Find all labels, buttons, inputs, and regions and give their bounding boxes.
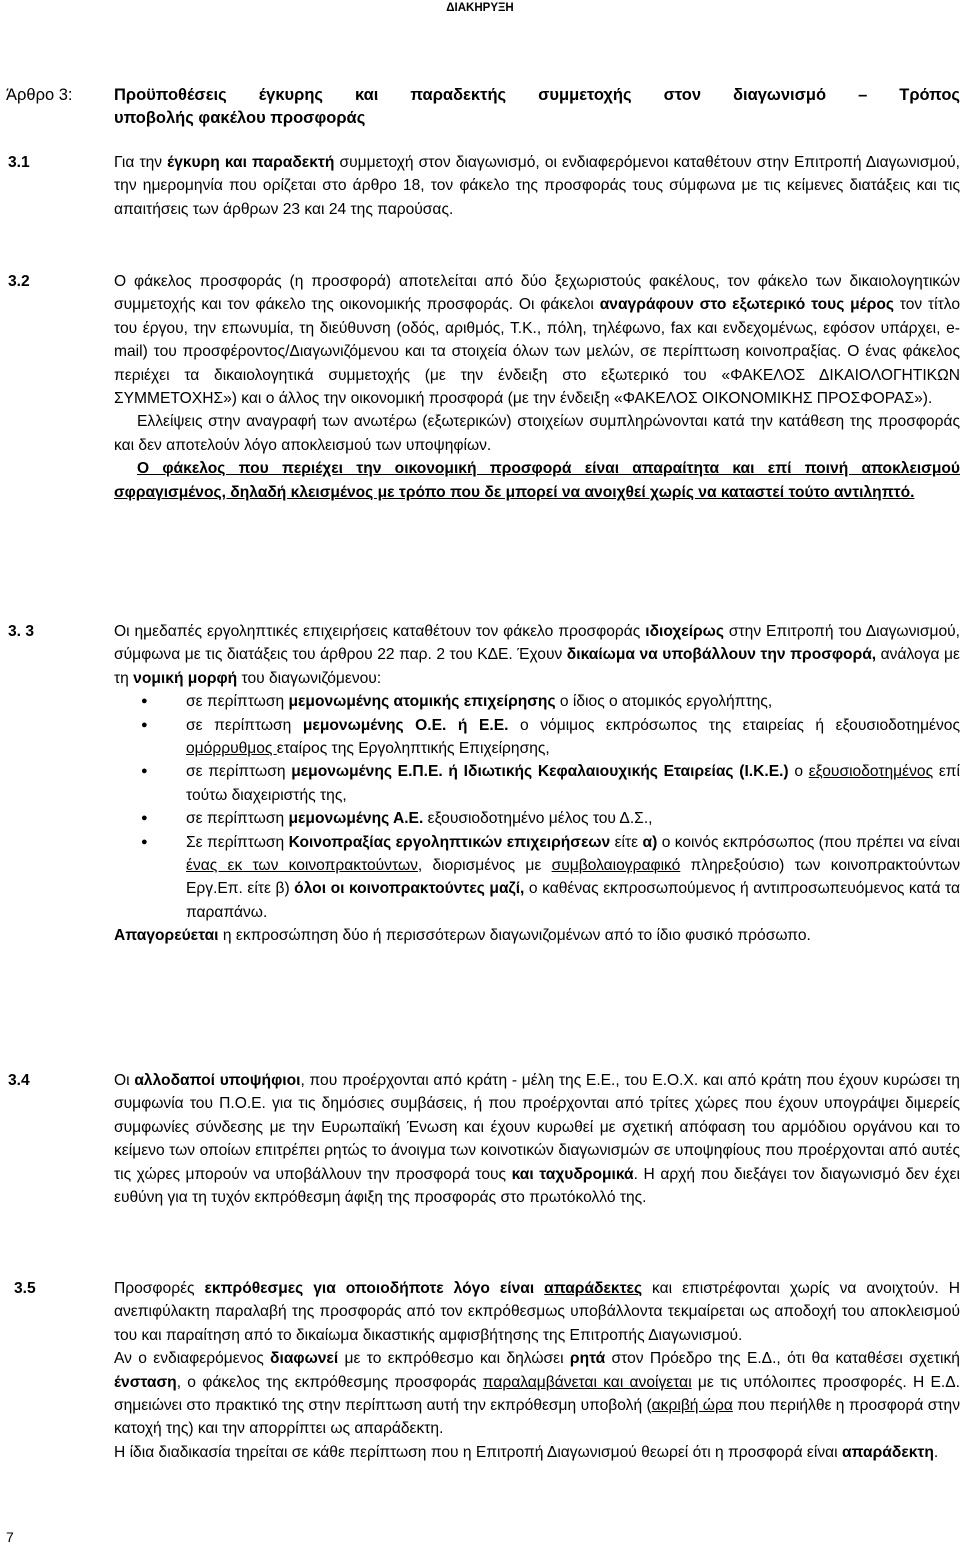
text: ο κοινός εκπρόσωπος (που πρέπει να είναι bbox=[657, 833, 960, 851]
text: Προσφορές bbox=[114, 1280, 205, 1297]
bold-text: απαράδεκτη bbox=[841, 1443, 934, 1461]
text: . bbox=[933, 1443, 939, 1461]
paragraph bbox=[114, 151, 960, 221]
list-item bbox=[186, 714, 960, 761]
bold-text: και ταχυδρομικά bbox=[511, 1165, 634, 1183]
text: , που προέρχονται από κράτη - μέλη της Ε.Ε., του Ε.Ο.Χ. και από κράτη που έχουν κυρώσει τη συμφωνία του Π.Ο.Ε. για τις δημόσιες συμβάσεις, ή που προέρχονται από τρίτες χώρες που έχουν υπογράψει διμερείς συμφωνίες σύνδεσης με την Ευρωπαϊκή Ένωση και έχουν κυρωθεί με σχετική απόφαση του αρμόδιου οργάνου και το κείμενο των οποίων επιτρέπει ρητώς το άνοιγμα των κοινοτικών διαγωνισμών σε υποψηφίους που προέρχονται από αυτές τις χώρες μπορούν να υποβάλλουν την προσφορά τους bbox=[114, 1072, 960, 1183]
bold-text: έγκυρη και παραδεκτή bbox=[167, 154, 335, 171]
text: πληρεξούσιο) των κοινοπρακτούντων Εργ.Επ. είτε β) bbox=[186, 857, 960, 898]
section-body bbox=[114, 151, 960, 221]
paragraph bbox=[114, 1441, 960, 1464]
bold-text: αλλοδαποί υποψήφιοι bbox=[134, 1072, 301, 1089]
text: Οι ημεδαπές εργοληπτικές επιχειρήσεις καταθέτουν τον φάκελο προσφοράς bbox=[114, 623, 646, 640]
bold-text: όλοι οι κοινοπρακτούντες μαζί, bbox=[294, 880, 525, 898]
text: , διορισμένος με bbox=[417, 857, 552, 875]
emphasis-paragraph: Ο φάκελος που περιέχει την οικονομική προσφορά είναι απαραίτητα και επί ποινή αποκλεισμού σφραγισμένος, δηλαδή κλεισμένος με τρόπο που δε μπορεί να ανοιχθεί χωρίς να καταστεί τούτο αντιληπτό. bbox=[114, 460, 960, 501]
text: Για την bbox=[114, 154, 168, 171]
text: με το εκπρόθεσμο και δηλώσει bbox=[338, 1350, 570, 1368]
text: ο καθένας εκπροσωπούμενος ή αντιπροσωπευόμενος κατά τα παραπάνω. bbox=[186, 880, 960, 921]
section-body bbox=[114, 1277, 960, 1464]
text: σε περίπτωση bbox=[186, 716, 303, 734]
list-item bbox=[186, 690, 960, 713]
bold-text: νομική μορφή bbox=[133, 669, 238, 687]
bold-text: ένσταση bbox=[114, 1373, 177, 1391]
text: ο νόμιμος εκπρόσωπος της εταιρείας ή εξουσιοδοτημένος bbox=[508, 716, 960, 734]
list-item bbox=[186, 760, 960, 807]
section-body bbox=[114, 620, 960, 948]
article-title-line2: υποβολής φακέλου προσφοράς bbox=[114, 109, 366, 127]
section-body bbox=[114, 1069, 960, 1209]
section-number: 3.4 bbox=[8, 1072, 30, 1089]
section-body bbox=[114, 270, 960, 504]
text: σε περίπτωση bbox=[186, 763, 292, 781]
document-header: ΔΙΑΚΗΡΥΞΗ bbox=[446, 2, 514, 14]
bold-text: ρητά bbox=[569, 1350, 606, 1368]
article-label: Άρθρο 3: bbox=[6, 86, 73, 104]
text: με τις υπόλοιπες προσφορές. Η Ε.Δ. σημειώνει στο πρακτικό της στην περίπτωση αυτή την εκπρόθεσμη υποβολή ( bbox=[114, 1373, 960, 1415]
underlined-text: παραλαμβάνεται και ανοίγεται bbox=[482, 1373, 692, 1391]
text: τον τίτλο του έργου, την επωνυμία, τη διεύθυνση (οδός, αριθμός, Τ.Κ., πόλη, τηλέφωνο, fax και ενδεχομένως, εφόσον υπάρχει, e-mail) του προσφέροντος/Διαγωνιζόμενου και τα στοιχεία όλων των μελών, σε περίπτωση κοινοπραξίας. Ο ένας φάκελος περιέχει τα δικαιολογητικά συμμετοχής (με την ένδειξη στο εξωτερικό του «ΦΑΚΕΛΟΣ ΔΙΚΑΙΟΛΟΓΗΤΙΚΩΝ ΣΥΜΜΕΤΟΧΗΣ») και ο άλλος την οικονομική προσφορά (με την ένδειξη «ΦΑΚΕΛΟΣ ΟΙΚΟΝΟΜΙΚΗΣ ΠΡΟΣΦΟΡΑΣ»). bbox=[114, 296, 960, 408]
underlined-text: ακριβή ώρα bbox=[651, 1397, 733, 1415]
section-number: 3.2 bbox=[8, 273, 30, 290]
list-item bbox=[186, 831, 960, 925]
paragraph bbox=[114, 620, 960, 690]
section-number: 3.5 bbox=[14, 1280, 36, 1297]
bold-text: αναγράφουν στο εξωτερικό τους μέρος bbox=[599, 296, 894, 314]
section-number: 3.1 bbox=[8, 154, 30, 171]
text: εταίρος της Εργοληπτικής Επιχείρησης, bbox=[276, 740, 550, 758]
paragraph bbox=[114, 1069, 960, 1209]
underlined-text: ένας εκ των κοινοπρακτούντων bbox=[186, 857, 418, 875]
text: και επιστρέφονται χωρίς να ανοιχτούν. Η ανεπιφύλακτη παραλαβή της προσφοράς από τον εκπρόθεσμως υποβάλλοντα τεκμαίρεται ως αποδοχή του αποκλεισμού του και παραίτηση από το δικαίωμα δικαστικής αμφισβήτησης της Επιτροπής Διαγωνισμού. bbox=[114, 1280, 960, 1344]
text: στον Πρόεδρο της Ε.Δ., ότι θα καταθέσει σχετική bbox=[605, 1350, 960, 1368]
text: Αν ο ενδιαφερόμενος bbox=[114, 1350, 271, 1368]
bullet-list bbox=[114, 690, 960, 924]
bold-text: Κοινοπραξίας εργοληπτικών επιχειρήσεων bbox=[288, 833, 611, 851]
underlined-text: εξουσιοδοτημένος bbox=[808, 763, 934, 781]
text: Σε περίπτωση bbox=[186, 833, 289, 851]
paragraph bbox=[114, 924, 960, 947]
paragraph bbox=[114, 270, 960, 410]
paragraph bbox=[114, 1347, 960, 1441]
article-title bbox=[114, 84, 960, 130]
text: ο bbox=[788, 763, 809, 781]
text: ο ίδιος ο ατομικός εργολήπτης, bbox=[555, 693, 773, 711]
text: , ο φάκελος της εκπρόθεσμης προσφοράς bbox=[176, 1373, 483, 1391]
underlined-text: συμβολαιογραφικό bbox=[551, 857, 681, 875]
text: είτε bbox=[610, 833, 643, 851]
page-number: 7 bbox=[6, 1529, 14, 1545]
text: Η ίδια διαδικασία τηρείται σε κάθε περίπτωση που η Επιτροπή Διαγωνισμού θεωρεί ότι η προσφορά είναι bbox=[114, 1443, 842, 1461]
bold-text: διαφωνεί bbox=[270, 1350, 339, 1368]
bold-text: εκπρόθεσμες για οποιοδήποτε λόγο είναι bbox=[204, 1280, 545, 1297]
bold-text: μεμονωμένης ατομικής επιχείρησης bbox=[288, 693, 556, 711]
bold-text: μεμονωμένης Ε.Π.Ε. ή Ιδιωτικής Κεφαλαιουχικής Εταιρείας (Ι.Κ.Ε.) bbox=[291, 763, 789, 781]
text: η εκπροσώπηση δύο ή περισσότερων διαγωνιζομένων από το ίδιο φυσικό πρόσωπο. bbox=[218, 927, 811, 945]
text: επί τούτω διαχειριστής της, bbox=[186, 763, 960, 804]
bold-text: μεμονωμένης Α.Ε. bbox=[288, 810, 424, 828]
text: σε περίπτωση bbox=[186, 693, 289, 711]
bold-text: α) bbox=[642, 833, 658, 851]
article-title-line1: Προϋποθέσεις έγκυρης και παραδεκτής συμμετοχής στον διαγωνισμό – Τρόπος bbox=[114, 86, 960, 104]
bold-text: δικαίωμα να υποβάλλουν την προσφορά, bbox=[566, 646, 877, 664]
text: εξουσιοδοτημένο μέλος του Δ.Σ., bbox=[423, 810, 653, 828]
text: Οι bbox=[114, 1072, 135, 1089]
list-item bbox=[186, 807, 960, 830]
paragraph bbox=[114, 1277, 960, 1347]
text: Ο φάκελος προσφοράς (η προσφορά) αποτελείται από δύο ξεχωριστούς φακέλους, τον φάκελο των δικαιολογητικών συμμετοχής και τον φάκελο της οικονομικής προσφοράς. Οι φάκελοι bbox=[114, 273, 960, 314]
bold-underlined-text: απαράδεκτες bbox=[544, 1280, 643, 1297]
bold-text: μεμονωμένης Ο.Ε. ή Ε.Ε. bbox=[302, 716, 509, 734]
text: συμμετοχή στον διαγωνισμό, οι ενδιαφερόμενοι καταθέτουν στην Επιτροπή Διαγωνισμού, την ημερομηνία που ορίζεται στο άρθρο 18, τον φάκελο της προσφοράς τους σύμφωνα με τις κείμενες διατάξεις και τις απαιτήσεις των άρθρων 23 και 24 της παρούσας. bbox=[114, 154, 960, 218]
text: στην Επιτροπή του Διαγωνισμού, σύμφωνα με τις διατάξεις του άρθρου 22 παρ. 2 του ΚΔΕ. Έχουν bbox=[114, 623, 960, 664]
text: ανάλογα με τη bbox=[114, 646, 960, 687]
bold-text: ιδιοχείρως bbox=[645, 623, 724, 640]
section-number: 3. 3 bbox=[8, 623, 35, 640]
underlined-text: ομόρρυθμος bbox=[186, 740, 277, 758]
text: σε περίπτωση bbox=[186, 810, 289, 828]
text: που περιήλθε η προσφορά στην κατοχή της) και την απορρίπτει ως απαράδεκτη. bbox=[114, 1397, 960, 1438]
text: του διαγωνιζόμενου: bbox=[237, 669, 382, 687]
paragraph: Ελλείψεις στην αναγραφή των ανωτέρω (εξωτερικών) στοιχείων συμπληρώνονται κατά την κατάθεση της προσφοράς και δεν αποτελούν λόγο αποκλεισμού των υποψηφίων. bbox=[114, 413, 960, 454]
bold-text: Απαγορεύεται bbox=[114, 927, 219, 945]
text: . Η αρχή που διεξάγει τον διαγωνισμό δεν έχει ευθύνη για τη τυχόν εκπρόθεσμη άφιξη της προσφοράς στο πρωτόκολλό της. bbox=[114, 1165, 960, 1207]
